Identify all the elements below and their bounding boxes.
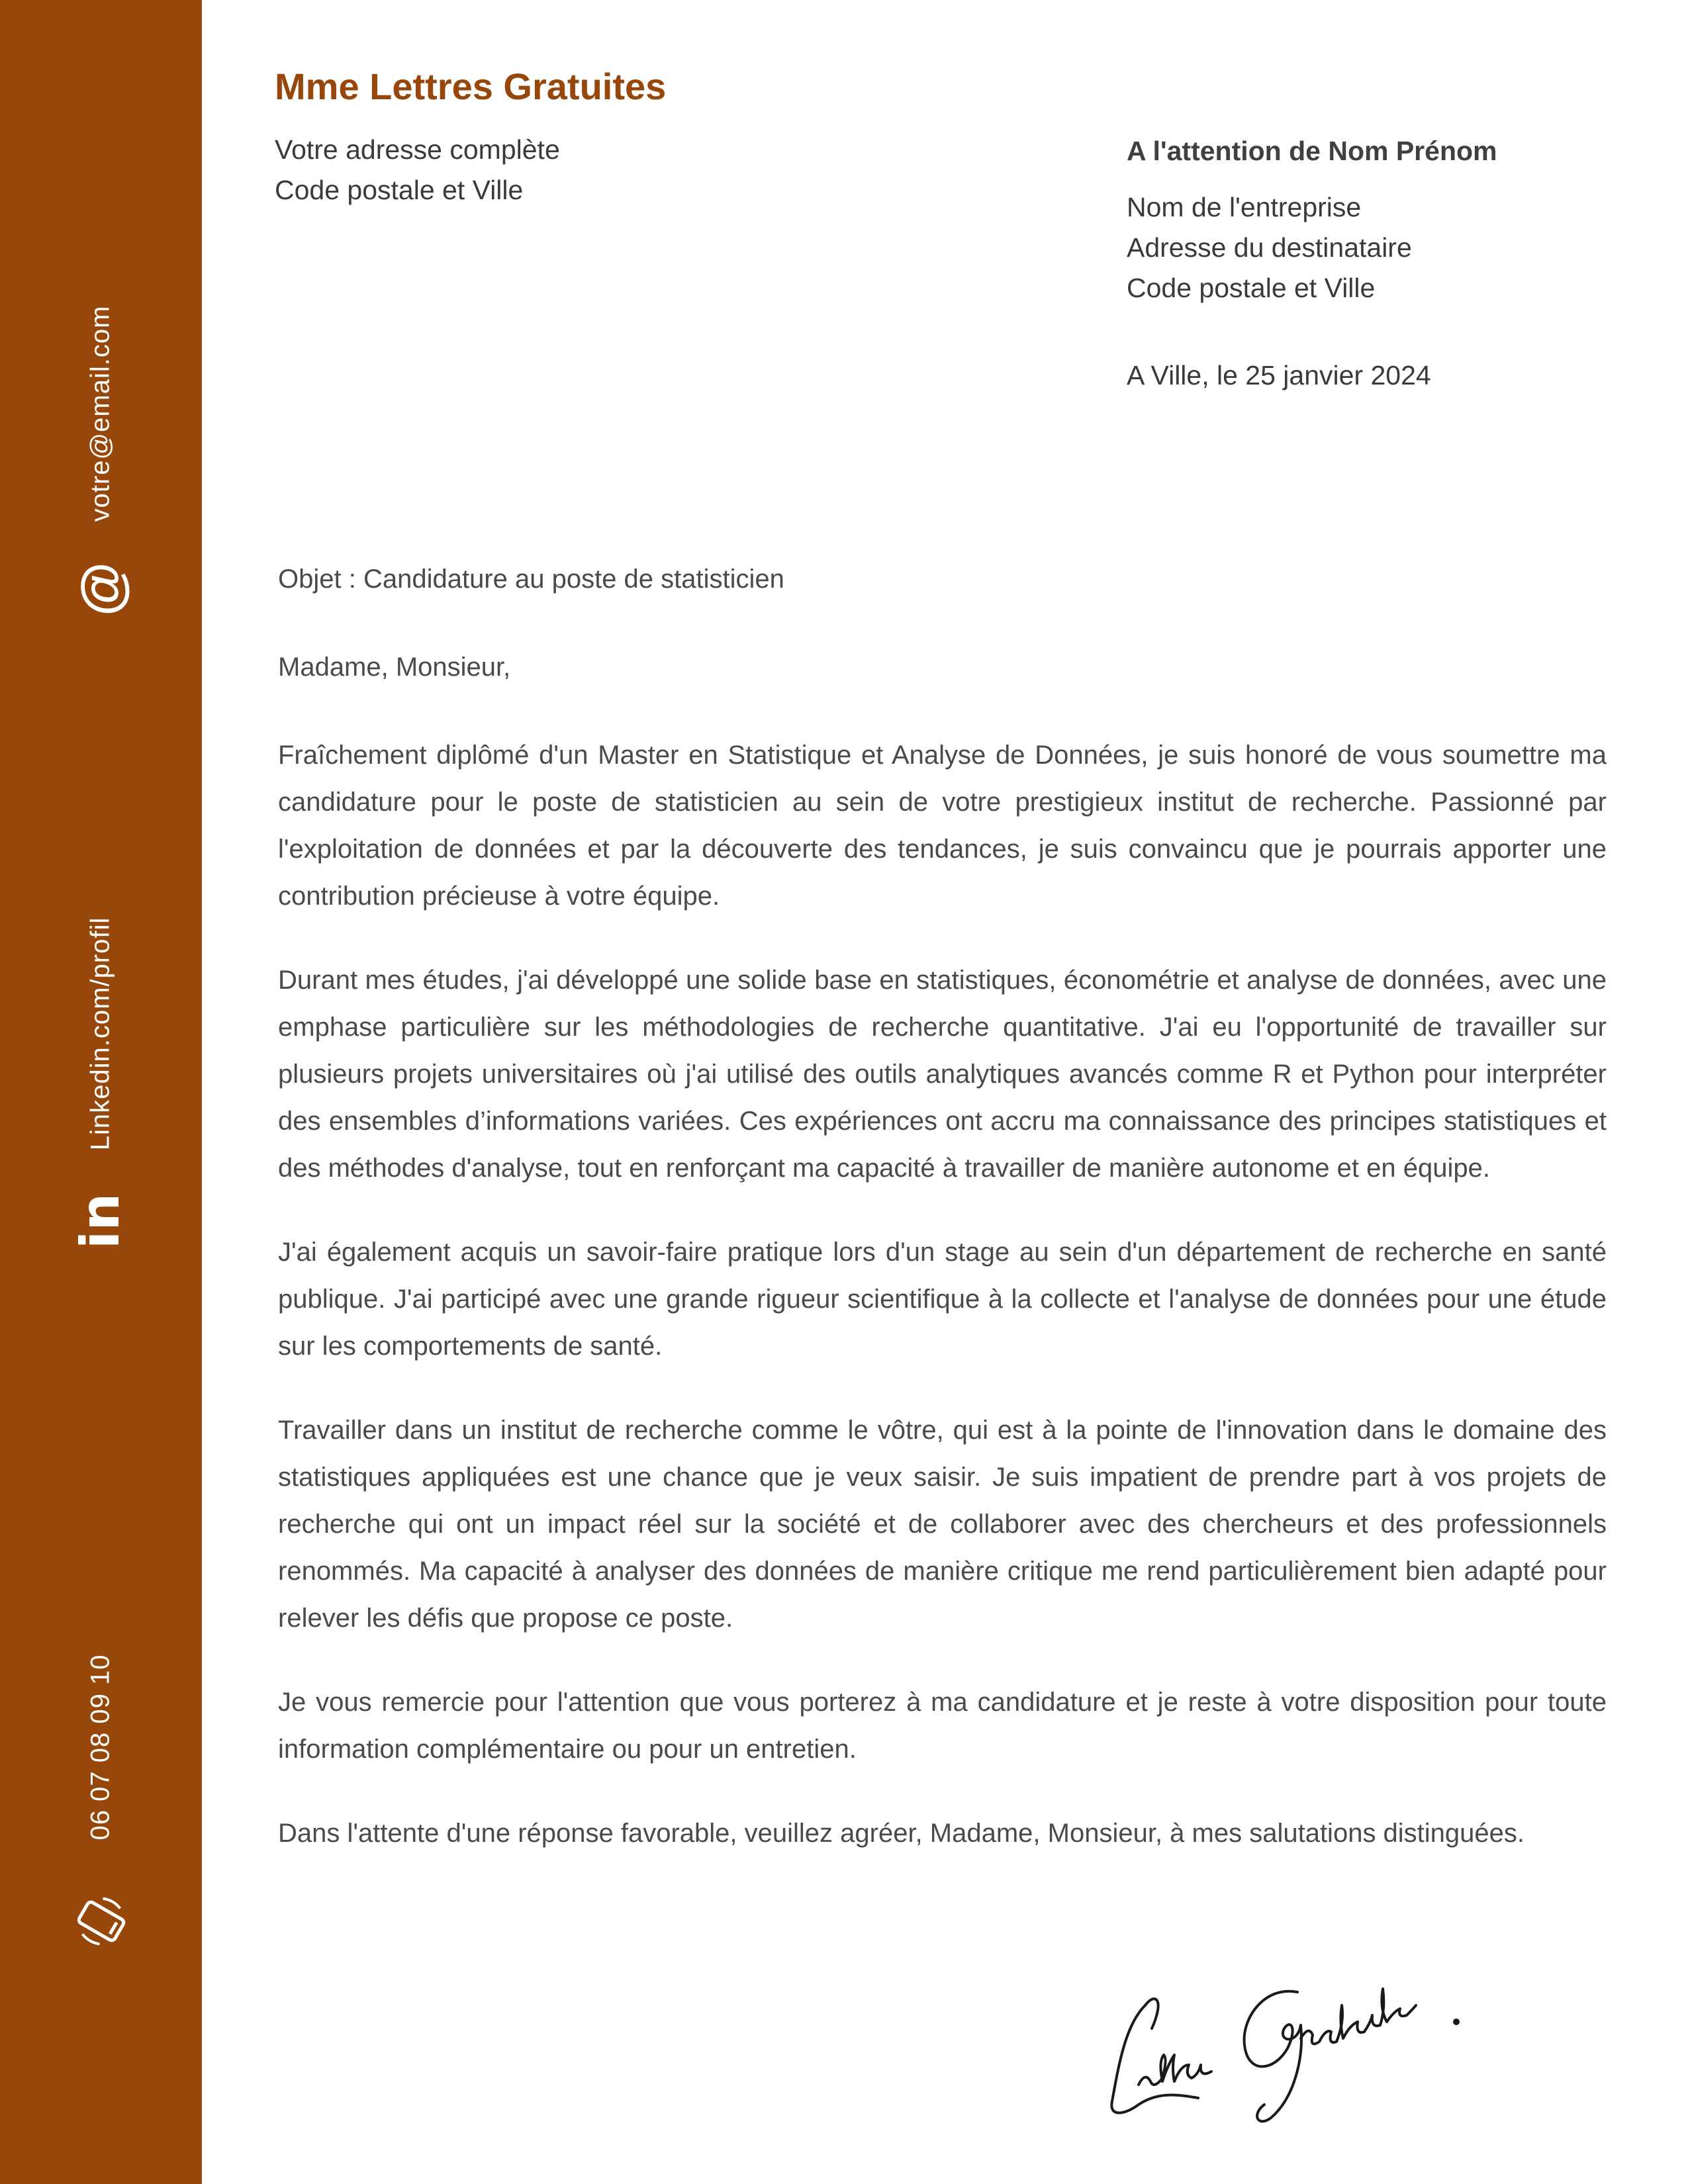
at-sign-icon: @ xyxy=(70,562,132,616)
phone-icon xyxy=(0,1891,202,1951)
recipient-company: Nom de l'entreprise xyxy=(1127,192,1362,222)
sender-name: Mme Lettres Gratuites xyxy=(275,66,667,107)
sender-address-line1: Votre adresse complète xyxy=(275,134,560,165)
letter-date: A Ville, le 25 janvier 2024 xyxy=(1127,360,1431,390)
letter-subject: Objet : Candidature au poste de statisticien xyxy=(278,565,784,594)
letter-salutation: Madame, Monsieur, xyxy=(278,653,511,682)
recipient-address: Adresse du destinataire xyxy=(1127,232,1412,263)
sender-address-line2: Code postale et Ville xyxy=(275,175,524,205)
letter-paragraph: Durant mes études, j'ai développé une solide base en statistiques, économétrie et analyse de données, avec une emphase particulière sur les méthodologies de recherche quantitative. J'ai eu l'opportunité de travailler sur plusieurs projets universitaires où j'ai utilisé des outils analytiques avancés comme R et Python pour interpréter des ensembles d’informations variées. Ces expériences ont accru ma connaissance des principes statistiques et des méthodes d'analyse, tout en renforçant ma capacité à travailler de manière autonome et en équipe. xyxy=(278,966,1607,1183)
linkedin-icon: in xyxy=(70,1193,132,1250)
letter-paragraph: Travailler dans un institut de recherche comme le vôtre, qui est à la pointe de l'innovation dans le domaine des statistiques appliquées est une chance que je veux saisir. Je suis impatient de prendre part à vos projets de recherche qui ont un impact réel sur la société et de collaborer avec des chercheurs et des professionnels renommés. Ma capacité à analyser des données de manière critique me rend particulièrement bien adapté pour relever les défis que propose ce poste. xyxy=(278,1416,1607,1633)
contact-sidebar xyxy=(0,0,202,2184)
letter-paragraph: Fraîchement diplômé d'un Master en Statistique et Analyse de Données, je suis honoré de vous soumettre ma candidature pour le poste de statisticien au sein de votre prestigieux institut de recherche. Passionné par l'exploitation de données et par la découverte des tendances, je suis convaincu que je pourrais apporter une contribution précieuse à votre équipe. xyxy=(278,741,1607,911)
letter-paragraph: Je vous remercie pour l'attention que vous porterez à ma candidature et je reste à votre disposition pour toute information complémentaire ou pour un entretien. xyxy=(278,1688,1607,1764)
letter-paragraph: Dans l'attente d'une réponse favorable, veuillez agréer, Madame, Monsieur, à mes salutations distinguées. xyxy=(278,1819,1525,1848)
sidebar-phone[interactable]: 06 07 08 09 10 xyxy=(85,1654,115,1841)
sidebar-linkedin[interactable]: Linkedin.com/profil xyxy=(85,917,115,1151)
sender-address xyxy=(275,130,560,210)
recipient-block xyxy=(1127,131,1497,396)
sidebar-email[interactable]: votre@email.com xyxy=(85,305,115,522)
recipient-city: Code postale et Ville xyxy=(1127,273,1376,303)
letter-body xyxy=(278,556,1607,1894)
handwritten-signature xyxy=(1099,1966,1483,2131)
letter-paragraph: J'ai également acquis un savoir-faire pratique lors d'un stage au sein d'un département de recherche en santé publique. J'ai participé avec une grande rigueur scientifique à la collecte et l'analyse de données pour une étude sur les comportements de santé. xyxy=(278,1238,1607,1361)
recipient-attention: A l'attention de Nom Prénom xyxy=(1127,136,1497,166)
